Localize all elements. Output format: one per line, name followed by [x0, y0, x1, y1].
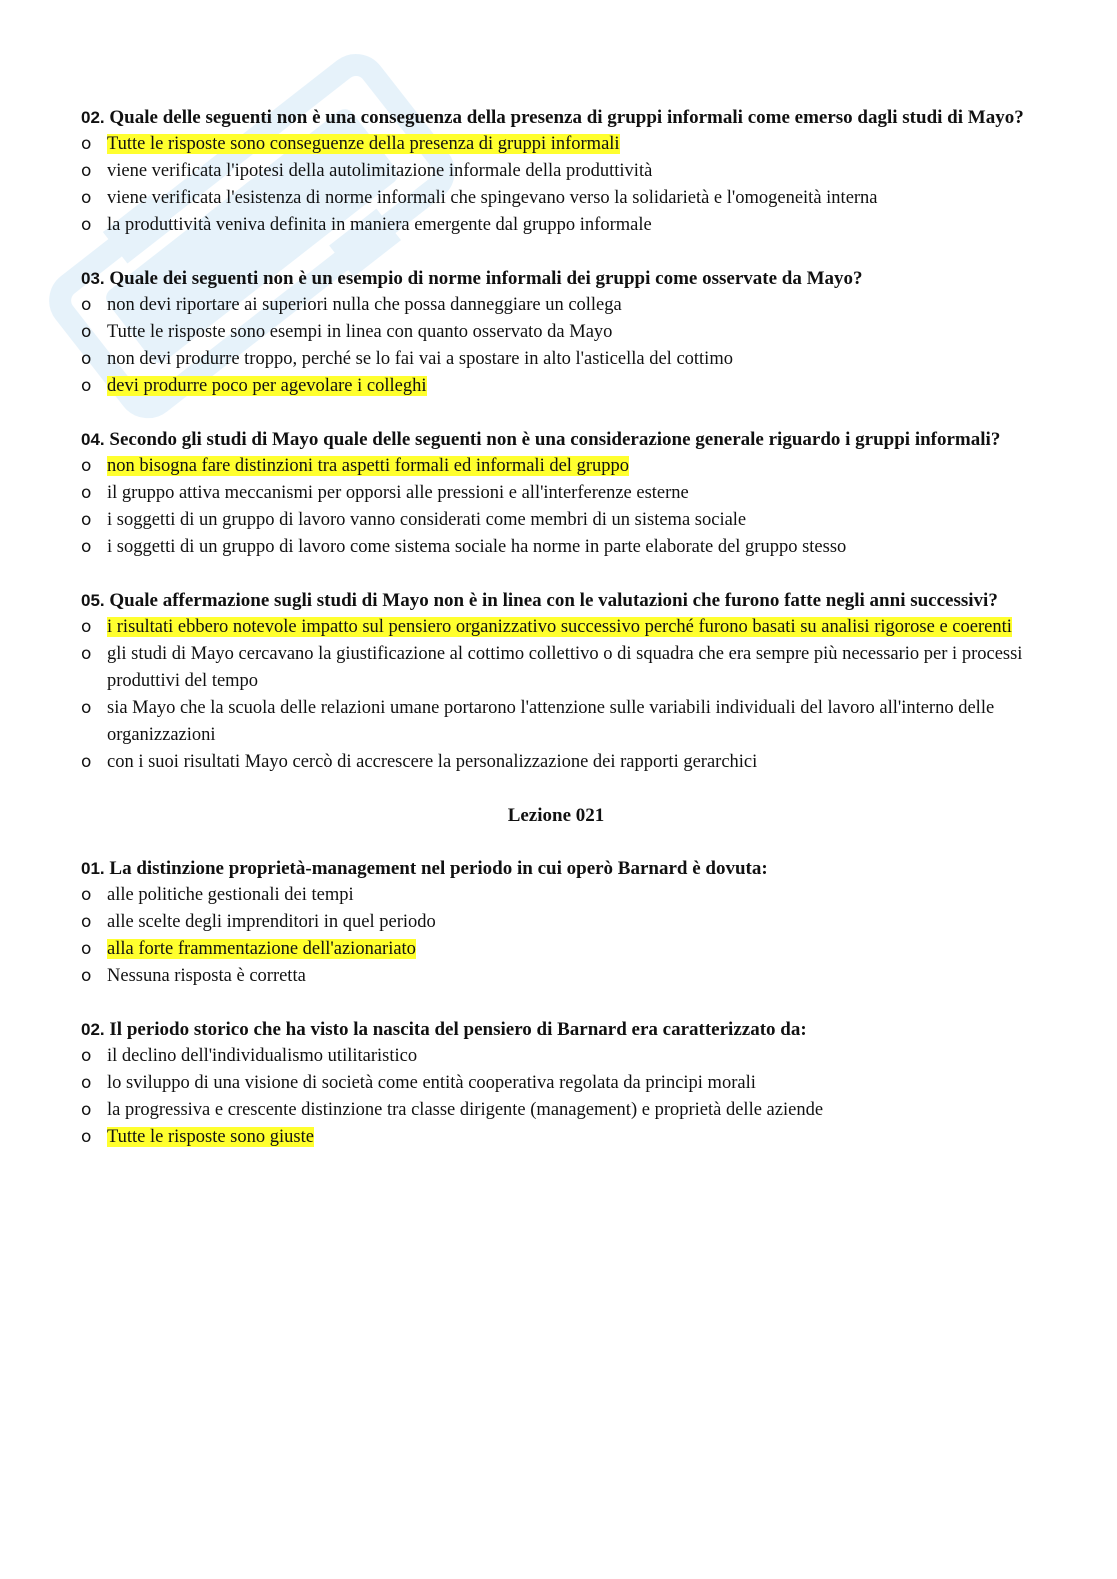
- question-text: Il periodo storico che ha visto la nascita del pensiero di Barnard era caratterizzato da:: [109, 1019, 807, 1040]
- circle-bullet-icon: o: [81, 885, 92, 905]
- answer-text: Nessuna risposta è corretta: [107, 966, 306, 986]
- answer-text: il declino dell'individualismo utilitaristico: [107, 1046, 418, 1066]
- circle-bullet-icon: o: [81, 1100, 92, 1120]
- answer-option: [81, 1070, 1031, 1097]
- answer-option: [81, 292, 1031, 319]
- circle-bullet-icon: o: [81, 161, 92, 181]
- answer-text: la produttività veniva definita in maniera emergente dal gruppo informale: [107, 215, 652, 235]
- question-title: [81, 104, 1031, 131]
- answer-text: non devi produrre troppo, perché se lo fai vai a spostare in alto l'asticella del cottimo: [107, 349, 733, 369]
- quiz-section-2: [81, 855, 1031, 1151]
- answer-text: i soggetti di un gruppo di lavoro come sistema sociale ha norme in parte elaborate del gruppo stesso: [107, 537, 847, 557]
- answer-option: [81, 319, 1031, 346]
- answer-text: non devi riportare ai superiori nulla che possa danneggiare un collega: [107, 295, 622, 315]
- question-block: [81, 855, 1031, 990]
- answer-options: [81, 131, 1031, 239]
- question-title: [81, 426, 1031, 453]
- answer-text: devi produrre poco per agevolare i colleghi: [107, 376, 427, 396]
- answer-option: [81, 158, 1031, 185]
- question-block: [81, 265, 1031, 400]
- circle-bullet-icon: o: [81, 617, 92, 637]
- question-number: 01.: [81, 859, 105, 878]
- answer-option: [81, 534, 1031, 561]
- answer-text: alle scelte degli imprenditori in quel periodo: [107, 912, 436, 932]
- answer-option: [81, 346, 1031, 373]
- question-title: [81, 1016, 1031, 1043]
- question-text: Quale delle seguenti non è una conseguenza della presenza di gruppi informali come emerso dagli studi di Mayo?: [109, 107, 1024, 128]
- circle-bullet-icon: o: [81, 134, 92, 154]
- answer-option: [81, 695, 1031, 749]
- answer-text: la progressiva e crescente distinzione tra classe dirigente (management) e proprietà delle aziende: [107, 1100, 824, 1120]
- answer-text: il gruppo attiva meccanismi per opporsi alle pressioni e all'interferenze esterne: [107, 483, 689, 503]
- answer-text: alla forte frammentazione dell'azionariato: [107, 939, 416, 959]
- question-text: Quale dei seguenti non è un esempio di norme informali dei gruppi come osservate da Mayo?: [109, 268, 863, 289]
- question-block: [81, 1016, 1031, 1151]
- circle-bullet-icon: o: [81, 939, 92, 959]
- circle-bullet-icon: o: [81, 322, 92, 342]
- circle-bullet-icon: o: [81, 456, 92, 476]
- answer-text: con i suoi risultati Mayo cercò di accrescere la personalizzazione dei rapporti gerarchici: [107, 752, 758, 772]
- answer-text: lo sviluppo di una visione di società come entità cooperativa regolata da principi morali: [107, 1073, 756, 1093]
- circle-bullet-icon: o: [81, 215, 92, 235]
- question-text: Quale affermazione sugli studi di Mayo non è in linea con le valutazioni che furono fatte negli anni successivi?: [109, 590, 998, 611]
- answer-option: [81, 480, 1031, 507]
- circle-bullet-icon: o: [81, 1073, 92, 1093]
- question-text: Secondo gli studi di Mayo quale delle seguenti non è una considerazione generale riguardo i gruppi informali?: [109, 429, 1001, 450]
- question-number: 03.: [81, 269, 105, 288]
- question-block: [81, 587, 1031, 776]
- answer-text: viene verificata l'ipotesi della autolimitazione informale della produttività: [107, 161, 653, 181]
- answer-text: i soggetti di un gruppo di lavoro vanno considerati come membri di un sistema sociale: [107, 510, 747, 530]
- answer-option: [81, 1043, 1031, 1070]
- answer-text: Tutte le risposte sono conseguenze della presenza di gruppi informali: [107, 134, 620, 154]
- answer-option: [81, 212, 1031, 239]
- circle-bullet-icon: o: [81, 349, 92, 369]
- document-page: [81, 104, 1031, 1177]
- circle-bullet-icon: o: [81, 483, 92, 503]
- answer-text: Tutte le risposte sono giuste: [107, 1127, 314, 1147]
- answer-option: [81, 641, 1031, 695]
- answer-option: [81, 1097, 1031, 1124]
- question-block: [81, 426, 1031, 561]
- answer-option-correct: [81, 1124, 1031, 1151]
- question-number: 02.: [81, 108, 105, 127]
- answer-options: [81, 614, 1031, 776]
- answer-option-correct: [81, 373, 1031, 400]
- question-title: [81, 855, 1031, 882]
- question-title: [81, 265, 1031, 292]
- answer-options: [81, 453, 1031, 561]
- answer-option-correct: [81, 936, 1031, 963]
- circle-bullet-icon: o: [81, 698, 92, 718]
- answer-option-correct: [81, 131, 1031, 158]
- question-block: [81, 104, 1031, 239]
- circle-bullet-icon: o: [81, 912, 92, 932]
- question-text: La distinzione proprietà-management nel periodo in cui operò Barnard è dovuta:: [109, 858, 768, 879]
- answer-text: Tutte le risposte sono esempi in linea con quanto osservato da Mayo: [107, 322, 613, 342]
- lesson-title: Lezione 021: [507, 805, 605, 826]
- answer-options: [81, 882, 1031, 990]
- circle-bullet-icon: o: [81, 966, 92, 986]
- answer-options: [81, 1043, 1031, 1151]
- answer-text: viene verificata l'esistenza di norme informali che spingevano verso la solidarietà e l'omogeneità interna: [107, 188, 878, 208]
- question-title: [81, 587, 1031, 614]
- question-number: 02.: [81, 1020, 105, 1039]
- answer-text: gli studi di Mayo cercavano la giustificazione al cottimo collettivo o di squadra che era sempre più necessario per i processi produttivi del tempo: [107, 644, 1023, 691]
- answer-option: [81, 963, 1031, 990]
- answer-option: [81, 882, 1031, 909]
- answer-text: alle politiche gestionali dei tempi: [107, 885, 354, 905]
- answer-option: [81, 909, 1031, 936]
- circle-bullet-icon: o: [81, 537, 92, 557]
- circle-bullet-icon: o: [81, 1046, 92, 1066]
- question-number: 04.: [81, 430, 105, 449]
- circle-bullet-icon: o: [81, 1127, 92, 1147]
- quiz-section-1: [81, 104, 1031, 776]
- answer-option-correct: [81, 453, 1031, 480]
- answer-text: sia Mayo che la scuola delle relazioni umane portarono l'attenzione sulle variabili individuali del lavoro all'interno delle organizzazioni: [107, 698, 995, 745]
- circle-bullet-icon: o: [81, 510, 92, 530]
- answer-option: [81, 185, 1031, 212]
- answer-text: i risultati ebbero notevole impatto sul pensiero organizzativo successivo perché furono basati su analisi rigorose e coerenti: [107, 617, 1012, 637]
- answer-option: [81, 507, 1031, 534]
- circle-bullet-icon: o: [81, 295, 92, 315]
- answer-text: non bisogna fare distinzioni tra aspetti formali ed informali del gruppo: [107, 456, 629, 476]
- question-number: 05.: [81, 591, 105, 610]
- answer-option-correct: [81, 614, 1031, 641]
- answer-options: [81, 292, 1031, 400]
- circle-bullet-icon: o: [81, 752, 92, 772]
- answer-option: [81, 749, 1031, 776]
- circle-bullet-icon: o: [81, 644, 92, 664]
- circle-bullet-icon: o: [81, 376, 92, 396]
- circle-bullet-icon: o: [81, 188, 92, 208]
